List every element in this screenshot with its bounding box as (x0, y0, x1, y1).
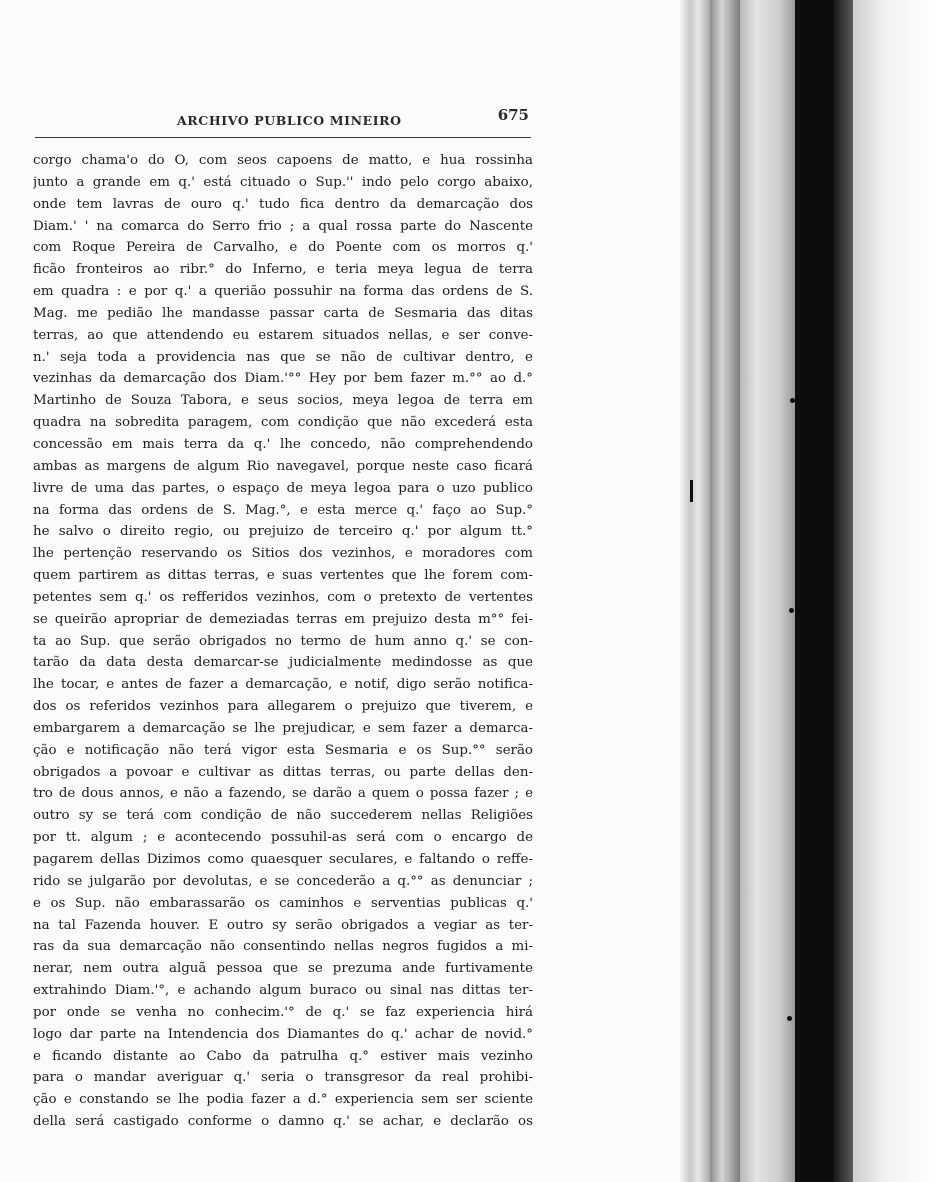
text-line: rido se julgarão por devolutas, e se concederão a q.°° as denunciar ; (33, 873, 533, 889)
text-line: para o mandar averiguar q.' seria o transgresor da real prohibi- (33, 1070, 533, 1086)
text-line: nerar, nem outra alguã pessoa que se prezuma ande furtivamente (33, 961, 533, 977)
text-line: quem partirem as dittas terras, e suas vertentes que lhe forem com- (33, 568, 533, 584)
text-line: Diam.' ' na comarca do Serro frio ; a qual rossa parte do Nascente (33, 218, 533, 234)
text-line: corgo chama'o do O, com seos capoens de matto, e hua rossinha (33, 153, 533, 168)
text-line: terras, ao que attendendo eu estarem situados nellas, e ser conve- (33, 327, 533, 343)
text-line: petentes sem q.' os refferidos vezinhos, com o pretexto de vertentes (33, 589, 533, 605)
text-line: se queirão apropriar de demeziadas terras em prejuizo desta m°° fei- (33, 611, 533, 627)
text-line: concessão em mais terra da q.' lhe concedo, não comprehendendo (33, 436, 533, 452)
text-line: tro de dous annos, e não a fazendo, se darão a quem o possa fazer ; e (33, 786, 533, 802)
text-line: logo dar parte na Intendencia dos Diamantes do q.' achar de novid.° (33, 1026, 533, 1042)
running-head (35, 106, 533, 132)
text-line: vezinhas da demarcação dos Diam.'°° Hey por bem fazer m.°° ao d.° (33, 371, 533, 387)
text-line: he salvo o direito regio, ou prejuizo de terceiro q.' por algum tt.° (33, 524, 533, 540)
body-text (33, 150, 533, 1133)
scan-speck (790, 398, 795, 403)
text-line: dos os referidos vezinhos para allegarem o prejuizo que tiverem, e (33, 699, 533, 715)
binding-spine-shadow (833, 0, 853, 1182)
text-line: pagarem dellas Dizimos como quaesquer seculares, e faltando o reffe- (33, 852, 533, 867)
text-line: Mag. me pedião lhe mandasse passar carta de Sesmaria das ditas (33, 305, 533, 321)
text-line: na forma das ordens de S. Mag.°, e esta merce q.' faço ao Sup.° (33, 502, 533, 518)
text-line: ção e notificação não terá vigor esta Sesmaria e os Sup.°° serão (33, 742, 533, 758)
scan-speck (789, 608, 794, 613)
binding-outer-edge (853, 0, 936, 1182)
text-line: livre de uma das partes, o espaço de meya legoa para o uzo publico (33, 480, 533, 496)
text-line: obrigados a povoar e cultivar as dittas terras, ou parte dellas den- (33, 764, 533, 780)
text-line: ta ao Sup. que serão obrigados no termo de hum anno q.' se con- (33, 633, 533, 649)
running-title: ARCHIVO PUBLICO MINEIRO (177, 113, 402, 128)
text-line: ção e constando se lhe podia fazer a d.° experiencia sem ser sciente (33, 1092, 533, 1108)
text-line: com Roque Pereira de Carvalho, e do Poente com os morros q.' (33, 240, 533, 256)
text-line: junto a grande em q.' está cituado o Sup.'' indo pelo corgo abaixo, (33, 174, 533, 190)
text-line: e ficando distante ao Cabo da patrulha q.° estiver mais vezinho (33, 1048, 533, 1064)
header-rule (35, 137, 531, 138)
text-line: lhe pertenção reservando os Sitios dos vezinhos, e moradores com (33, 546, 533, 562)
binding-spine-dark (795, 0, 833, 1182)
text-line: ficão fronteiros ao ribr.° do Inferno, e teria meya legua de terra (33, 262, 533, 278)
text-line: della será castigado conforme o damno q.' se achar, e declarão os (33, 1114, 533, 1130)
text-line: Martinho de Souza Tabora, e seus socios, meya legoa de terra em (33, 393, 533, 409)
text-line: outro sy se terá com condição de não succederem nellas Religiões (33, 808, 533, 824)
page-number: 675 (497, 106, 529, 124)
text-line: ambas as margens de algum Rio navegavel, porque neste caso ficará (33, 458, 533, 474)
scan-speck (787, 1016, 792, 1021)
binding-edge-grey (710, 0, 740, 1182)
text-line: quadra na sobredita paragem, com condição que não excederá esta (33, 415, 533, 431)
text-line: por tt. algum ; e acontecendo possuhil-as será com o encargo de (33, 830, 533, 846)
text-line: ras da sua demarcação não consentindo nellas negros fugidos a mi- (33, 939, 533, 955)
text-line: tarão da data desta demarcar-se judicialmente medindosse as que (33, 655, 533, 671)
scan-mark (690, 480, 693, 502)
binding-edge-light (740, 0, 795, 1182)
text-line: lhe tocar, e antes de fazer a demarcação, e notif, digo serão notifica- (33, 677, 533, 693)
text-line: na tal Fazenda houver. E outro sy serão obrigados a vegiar as ter- (33, 917, 533, 933)
text-line: onde tem lavras de ouro q.' tudo fica dentro da demarcação dos (33, 196, 533, 212)
binding-gutter-shadow (680, 0, 710, 1182)
text-line: embargarem a demarcação se lhe prejudicar, e sem fazer a demarca- (33, 720, 533, 736)
text-line: em quadra : e por q.' a querião possuhir na forma das ordens de S. (33, 284, 533, 300)
text-line: por onde se venha no conhecim.'° de q.' se faz experiencia hirá (33, 1004, 533, 1020)
text-line: extrahindo Diam.'°, e achando algum buraco ou sinal nas dittas ter- (33, 983, 533, 999)
text-line: n.' seja toda a providencia nas que se não de cultivar dentro, e (33, 349, 533, 365)
text-line: e os Sup. não embarassarão os caminhos e serventias publicas q.' (33, 895, 533, 911)
